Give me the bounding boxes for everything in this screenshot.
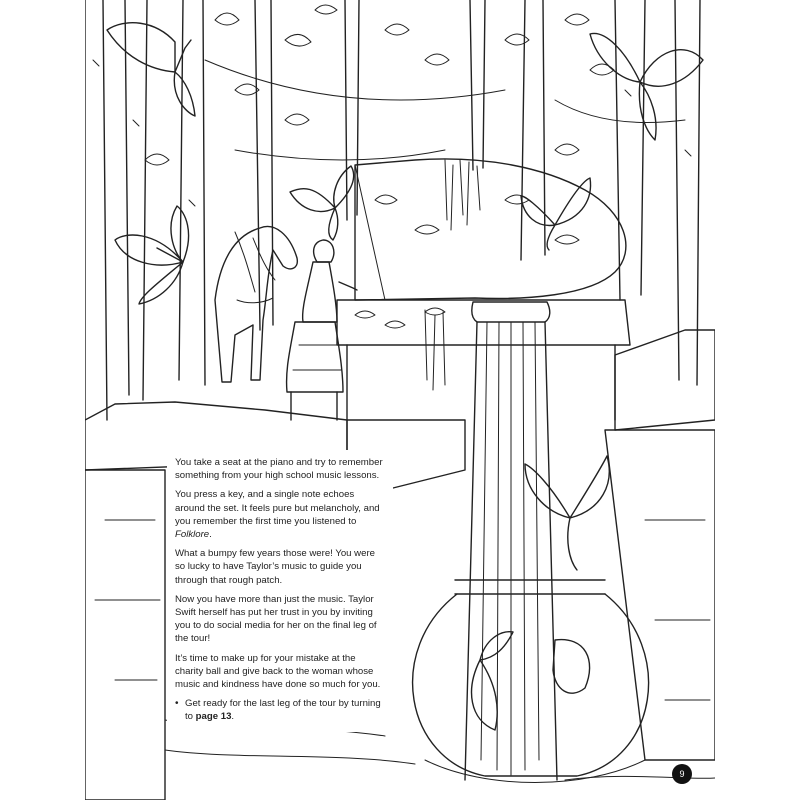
forest-trees [85, 0, 700, 420]
fish-bowl [413, 580, 649, 783]
next-step-instruction [175, 697, 385, 723]
next-step-end: . [231, 711, 235, 723]
story-paragraph-2-start: You press a key, and a single note echoes around the set. It feels pure but melancholy, and you remember the first time you listened to [175, 489, 380, 527]
grand-piano [337, 159, 630, 420]
story-paragraph-4: Now you have more than just the music. Taylor Swift herself has put her trust in you by inviting you to do social media for her on the final leg of the tour! [175, 593, 377, 645]
page-artwork-area [85, 0, 715, 800]
horse [215, 227, 297, 382]
foliage [145, 5, 685, 165]
next-step-lead: Get ready for the last leg of the tour by turning to [185, 698, 381, 723]
story-paragraph-2 [175, 488, 385, 541]
story-paragraph-1: You take a seat at the piano and try to remember something from your high school music lessons. [175, 457, 383, 482]
waterfall [465, 302, 557, 780]
album-title: Folklore [175, 529, 210, 541]
page-reference[interactable]: page 13 [195, 711, 232, 723]
story-paragraph-2-end: . [209, 529, 212, 541]
story-paragraph-3: What a bumpy few years those were! You were so lucky to have Taylor’s music to guide you through that rough patch. [175, 548, 375, 586]
story-text-panel [167, 450, 393, 732]
next-step-text [185, 697, 385, 723]
page-number: 9 [679, 769, 685, 779]
butterfly-center [290, 166, 354, 240]
bullet-icon: • [175, 698, 179, 710]
story-paragraph-5: It’s time to make up for your mistake at the charity ball and give back to the woman whose music and kindness have done so much for you. [175, 652, 381, 691]
page-number-badge [672, 764, 692, 784]
